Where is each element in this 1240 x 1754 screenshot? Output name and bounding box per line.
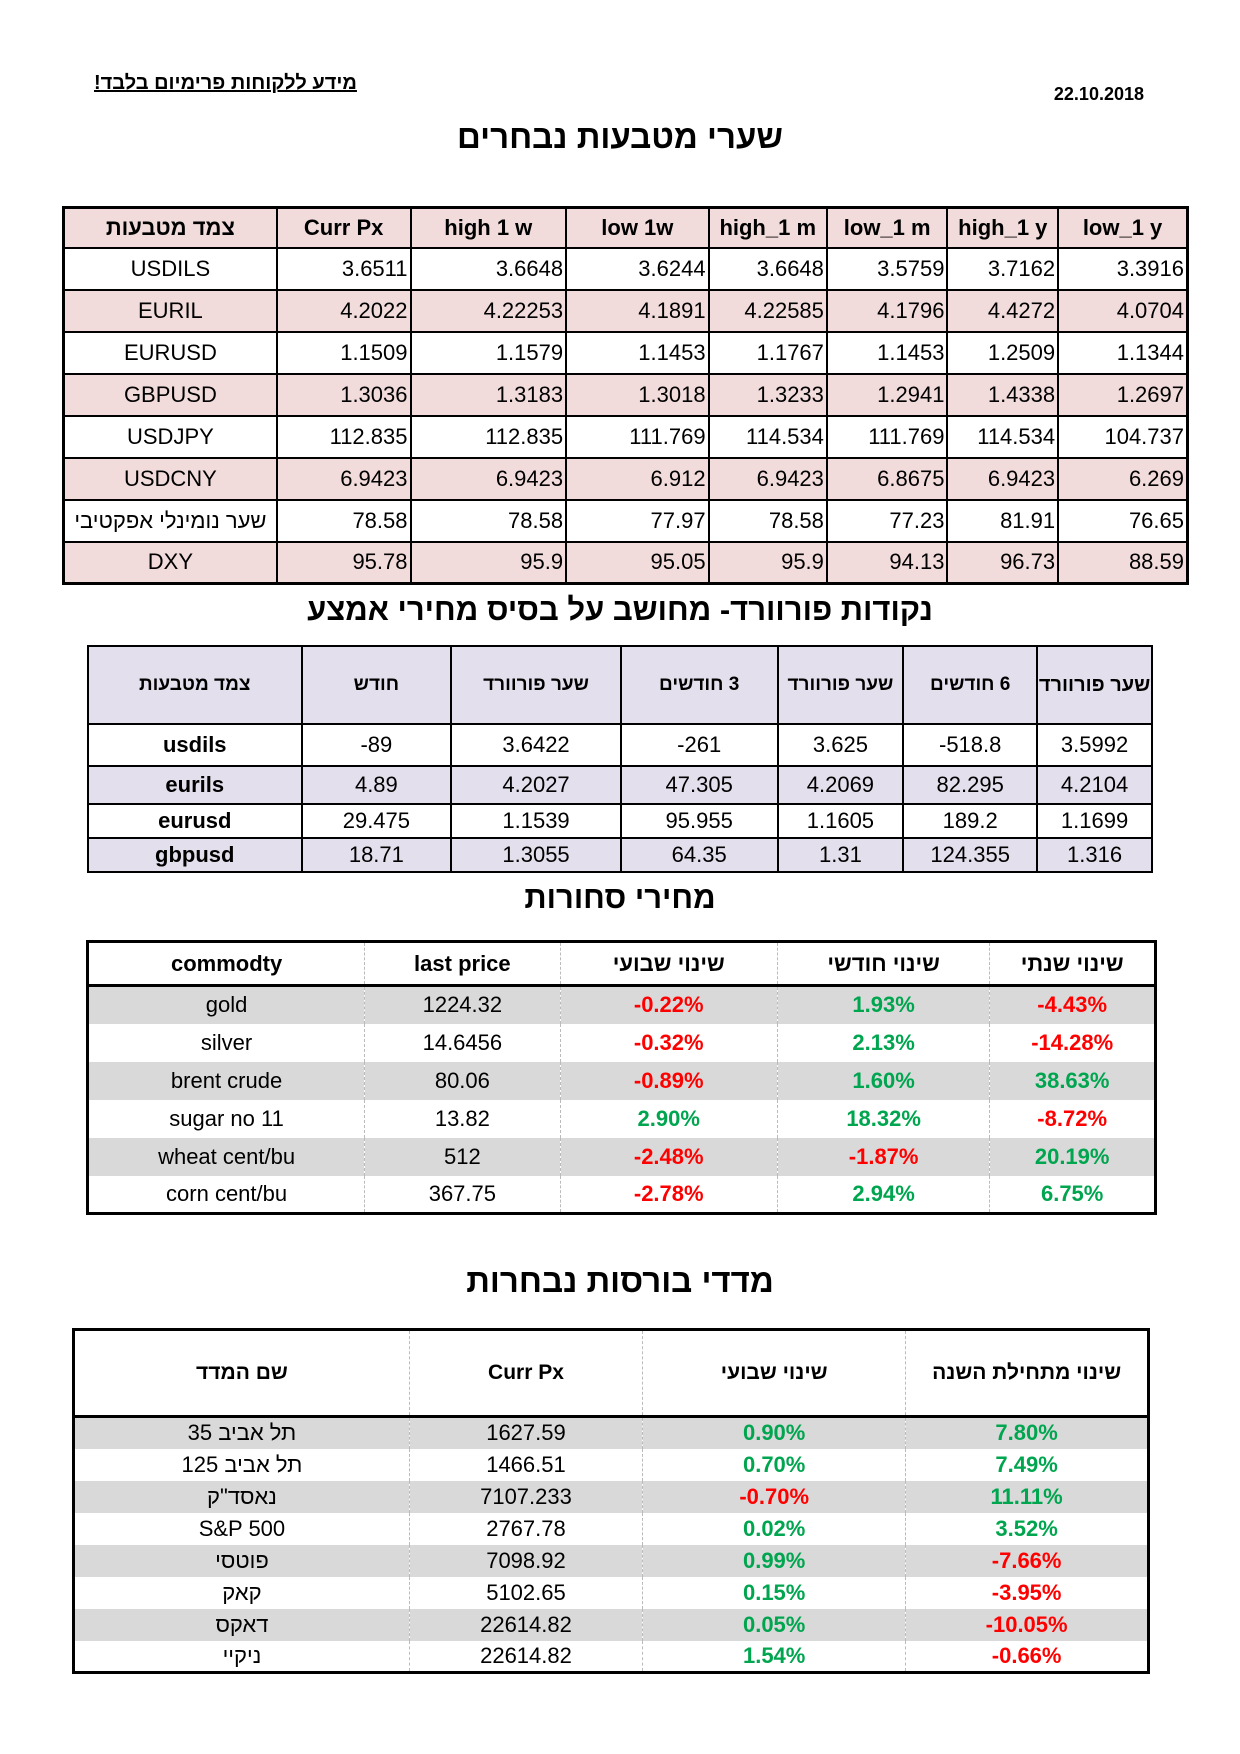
fx-row	[64, 248, 1188, 290]
fx-value: 4.4272	[947, 290, 1058, 332]
fwd-value: 4.89	[302, 766, 452, 804]
commodity-change: 2.90%	[560, 1100, 777, 1138]
forward-row	[88, 766, 1152, 804]
index-row	[74, 1609, 1149, 1641]
fx-value: 78.58	[709, 500, 827, 542]
fwd-value: 3.6422	[451, 724, 621, 766]
forward-row	[88, 804, 1152, 838]
fwd-value: 1.3055	[451, 838, 621, 872]
fwd-value: 82.295	[903, 766, 1037, 804]
fx-value: 6.9423	[411, 458, 567, 500]
forward-title: נקודות פורוורד- מחושב על בסיס מחירי אמצע	[307, 592, 933, 627]
com-col-name: commodty	[88, 942, 365, 986]
index-row	[74, 1577, 1149, 1609]
index-change: -3.95%	[906, 1577, 1149, 1609]
fwd-value: 64.35	[621, 838, 778, 872]
fwd-pair: usdils	[88, 724, 302, 766]
fx-row	[64, 374, 1188, 416]
index-name: תל אביב 35	[74, 1417, 410, 1449]
fx-value: 1.1579	[411, 332, 567, 374]
commodities-header-row	[88, 942, 1156, 986]
fx-col-pair: צמד מטבעות	[64, 208, 277, 248]
index-change: 0.70%	[643, 1449, 906, 1481]
fx-pair: GBPUSD	[64, 374, 277, 416]
fx-value: 1.2697	[1058, 374, 1187, 416]
index-change: 0.02%	[643, 1513, 906, 1545]
index-row	[74, 1481, 1149, 1513]
fx-value: 111.769	[566, 416, 708, 458]
com-col-monthly: שינוי חודשי	[777, 942, 989, 986]
fx-row	[64, 458, 1188, 500]
fwd-col-rate-1m: שער פורוורד	[451, 646, 621, 724]
index-change: 0.90%	[643, 1417, 906, 1449]
fwd-value: 1.1539	[451, 804, 621, 838]
fx-col-low-1w: low 1w	[566, 208, 708, 248]
index-change: -0.70%	[643, 1481, 906, 1513]
commodity-price: 367.75	[365, 1176, 560, 1214]
index-name: דאקס	[74, 1609, 410, 1641]
fwd-value: -261	[621, 724, 778, 766]
indices-title: מדדי בורסות נבחרות	[466, 1262, 774, 1299]
forward-row	[88, 724, 1152, 766]
commodity-row	[88, 1062, 1156, 1100]
fx-value: 4.1796	[827, 290, 948, 332]
fx-value: 76.65	[1058, 500, 1187, 542]
fx-value: 88.59	[1058, 542, 1187, 584]
fwd-value: 189.2	[903, 804, 1037, 838]
fwd-pair: gbpusd	[88, 838, 302, 872]
commodity-change: 20.19%	[990, 1138, 1156, 1176]
index-px: 1627.59	[409, 1417, 642, 1449]
index-name: נאסד"ק	[74, 1481, 410, 1513]
commodity-row	[88, 1024, 1156, 1062]
fx-value: 77.23	[827, 500, 948, 542]
fx-value: 114.534	[947, 416, 1058, 458]
index-change: 3.52%	[906, 1513, 1149, 1545]
index-change: 7.49%	[906, 1449, 1149, 1481]
fwd-value: 1.1605	[778, 804, 904, 838]
commodity-change: -0.32%	[560, 1024, 777, 1062]
indices-header-row	[74, 1330, 1149, 1417]
fx-value: 1.4338	[947, 374, 1058, 416]
fwd-pair: eurusd	[88, 804, 302, 838]
index-px: 2767.78	[409, 1513, 642, 1545]
fx-value: 6.9423	[277, 458, 411, 500]
fx-pair: DXY	[64, 542, 277, 584]
fx-value: 1.1344	[1058, 332, 1187, 374]
fx-value: 3.6244	[566, 248, 708, 290]
forward-table	[87, 645, 1153, 873]
commodity-change: -0.22%	[560, 986, 777, 1024]
commodity-change: -4.43%	[990, 986, 1156, 1024]
fx-value: 1.2509	[947, 332, 1058, 374]
fwd-value: 3.5992	[1037, 724, 1152, 766]
fwd-col-pair: צמד מטבעות	[88, 646, 302, 724]
fwd-value: -518.8	[903, 724, 1037, 766]
fwd-col-1m: חודש	[302, 646, 452, 724]
com-col-weekly: שינוי שבועי	[560, 942, 777, 986]
commodity-row	[88, 1100, 1156, 1138]
fx-row	[64, 332, 1188, 374]
commodity-name: brent crude	[88, 1062, 365, 1100]
fx-value: 6.8675	[827, 458, 948, 500]
forward-row	[88, 838, 1152, 872]
fx-col-curr-px: Curr Px	[277, 208, 411, 248]
commodity-price: 80.06	[365, 1062, 560, 1100]
fwd-value: 1.316	[1037, 838, 1152, 872]
index-change: 7.80%	[906, 1417, 1149, 1449]
commodity-change: -0.89%	[560, 1062, 777, 1100]
com-col-price: last price	[365, 942, 560, 986]
fx-pair: USDILS	[64, 248, 277, 290]
fx-value: 3.6648	[411, 248, 567, 290]
index-name: תל אביב 125	[74, 1449, 410, 1481]
fx-pair: USDJPY	[64, 416, 277, 458]
index-name: S&P 500	[74, 1513, 410, 1545]
fx-value: 1.1767	[709, 332, 827, 374]
fx-value: 1.1453	[566, 332, 708, 374]
fx-value: 4.2022	[277, 290, 411, 332]
fwd-value: 4.2069	[778, 766, 904, 804]
fx-value: 1.2941	[827, 374, 948, 416]
fwd-col-6m: 6 חודשים	[903, 646, 1037, 724]
report-date: 22.10.2018	[1053, 84, 1144, 104]
fx-value: 3.6511	[277, 248, 411, 290]
commodity-change: 1.60%	[777, 1062, 989, 1100]
index-px: 22614.82	[409, 1609, 642, 1641]
fx-value: 3.7162	[947, 248, 1058, 290]
index-name: פוטסי	[74, 1545, 410, 1577]
fwd-col-rate-6m: שער פורוורד	[1037, 646, 1152, 724]
fx-col-low-1y: low_1 y	[1058, 208, 1187, 248]
fx-value: 6.9423	[947, 458, 1058, 500]
fx-row	[64, 416, 1188, 458]
fx-value: 111.769	[827, 416, 948, 458]
fwd-value: 18.71	[302, 838, 452, 872]
index-change: -10.05%	[906, 1609, 1149, 1641]
commodity-change: 2.94%	[777, 1176, 989, 1214]
indices-table	[72, 1328, 1150, 1674]
fx-pair: שער נומינלי אפקטיבי	[64, 500, 277, 542]
fx-col-high-1y: high_1 y	[947, 208, 1058, 248]
fx-value: 3.5759	[827, 248, 948, 290]
forward-header-row	[88, 646, 1152, 724]
commodity-row	[88, 986, 1156, 1024]
fwd-value: -89	[302, 724, 452, 766]
fx-col-low-1m: low_1 m	[827, 208, 948, 248]
fx-row	[64, 542, 1188, 584]
fx-value: 1.3036	[277, 374, 411, 416]
commodity-change: -14.28%	[990, 1024, 1156, 1062]
fx-value: 114.534	[709, 416, 827, 458]
fwd-value: 124.355	[903, 838, 1037, 872]
index-change: -7.66%	[906, 1545, 1149, 1577]
commodity-change: 18.32%	[777, 1100, 989, 1138]
fx-value: 1.1453	[827, 332, 948, 374]
fx-title: שערי מטבעות נבחרים	[457, 118, 783, 155]
fx-value: 95.05	[566, 542, 708, 584]
commodity-name: sugar no 11	[88, 1100, 365, 1138]
fwd-col-3m: 3 חודשים	[621, 646, 778, 724]
fx-value: 4.22585	[709, 290, 827, 332]
fx-table	[62, 206, 1189, 585]
fx-value: 81.91	[947, 500, 1058, 542]
fx-value: 3.3916	[1058, 248, 1187, 290]
fwd-value: 95.955	[621, 804, 778, 838]
fx-value: 112.835	[411, 416, 567, 458]
index-change: 1.54%	[643, 1641, 906, 1673]
fx-value: 6.9423	[709, 458, 827, 500]
fx-value: 77.97	[566, 500, 708, 542]
commodity-change: -2.78%	[560, 1176, 777, 1214]
fx-col-high-1m: high_1 m	[709, 208, 827, 248]
index-row	[74, 1513, 1149, 1545]
index-row	[74, 1545, 1149, 1577]
fx-pair: EURUSD	[64, 332, 277, 374]
index-px: 22614.82	[409, 1641, 642, 1673]
fx-value: 4.1891	[566, 290, 708, 332]
idx-col-weekly: שינוי שבועי	[643, 1330, 906, 1417]
index-change: 0.05%	[643, 1609, 906, 1641]
commodity-change: 1.93%	[777, 986, 989, 1024]
index-row	[74, 1641, 1149, 1673]
commodity-change: -2.48%	[560, 1138, 777, 1176]
commodities-title: מחירי סחורות	[524, 880, 716, 915]
index-change: 11.11%	[906, 1481, 1149, 1513]
fwd-value: 1.1699	[1037, 804, 1152, 838]
fx-value: 4.22253	[411, 290, 567, 332]
idx-col-px: Curr Px	[409, 1330, 642, 1417]
fx-value: 4.0704	[1058, 290, 1187, 332]
fx-value: 6.269	[1058, 458, 1187, 500]
index-name: קאק	[74, 1577, 410, 1609]
idx-col-name: שם המדד	[74, 1330, 410, 1417]
fwd-pair: eurils	[88, 766, 302, 804]
commodity-change: 6.75%	[990, 1176, 1156, 1214]
commodity-change: -8.72%	[990, 1100, 1156, 1138]
index-px: 5102.65	[409, 1577, 642, 1609]
fx-value: 95.9	[411, 542, 567, 584]
index-px: 1466.51	[409, 1449, 642, 1481]
fx-header-row	[64, 208, 1188, 248]
commodity-price: 13.82	[365, 1100, 560, 1138]
commodity-name: wheat cent/bu	[88, 1138, 365, 1176]
commodity-price: 14.6456	[365, 1024, 560, 1062]
commodity-row	[88, 1176, 1156, 1214]
fx-pair: USDCNY	[64, 458, 277, 500]
fwd-value: 4.2104	[1037, 766, 1152, 804]
commodities-table	[86, 940, 1157, 1215]
fx-value: 1.3018	[566, 374, 708, 416]
commodity-change: -1.87%	[777, 1138, 989, 1176]
index-change: 0.15%	[643, 1577, 906, 1609]
fx-value: 78.58	[411, 500, 567, 542]
index-change: -0.66%	[906, 1641, 1149, 1673]
fx-pair: EURIL	[64, 290, 277, 332]
fx-value: 96.73	[947, 542, 1058, 584]
commodity-name: gold	[88, 986, 365, 1024]
index-row	[74, 1417, 1149, 1449]
fwd-value: 47.305	[621, 766, 778, 804]
fx-value: 95.78	[277, 542, 411, 584]
fx-value: 78.58	[277, 500, 411, 542]
fwd-value: 3.625	[778, 724, 904, 766]
fx-value: 112.835	[277, 416, 411, 458]
fx-value: 1.1509	[277, 332, 411, 374]
index-row	[74, 1449, 1149, 1481]
fx-row	[64, 290, 1188, 332]
com-col-yearly: שינוי שנתי	[990, 942, 1156, 986]
fwd-value: 29.475	[302, 804, 452, 838]
fx-value: 104.737	[1058, 416, 1187, 458]
fx-col-high-1w: high 1 w	[411, 208, 567, 248]
commodity-price: 512	[365, 1138, 560, 1176]
commodity-change: 38.63%	[990, 1062, 1156, 1100]
fx-value: 1.3183	[411, 374, 567, 416]
index-name: ניקיי	[74, 1641, 410, 1673]
idx-col-ytd: שינוי מתחילת השנה	[906, 1330, 1149, 1417]
commodity-name: silver	[88, 1024, 365, 1062]
index-change: 0.99%	[643, 1545, 906, 1577]
fx-value: 3.6648	[709, 248, 827, 290]
premium-note: מידע ללקוחות פרימיום בלבד!	[94, 72, 357, 94]
commodity-name: corn cent/bu	[88, 1176, 365, 1214]
index-px: 7107.233	[409, 1481, 642, 1513]
fwd-col-rate-3m: שער פורוורד	[778, 646, 904, 724]
commodity-price: 1224.32	[365, 986, 560, 1024]
fx-value: 95.9	[709, 542, 827, 584]
fwd-value: 1.31	[778, 838, 904, 872]
fx-value: 1.3233	[709, 374, 827, 416]
commodity-change: 2.13%	[777, 1024, 989, 1062]
fx-row	[64, 500, 1188, 542]
fwd-value: 4.2027	[451, 766, 621, 804]
fx-value: 94.13	[827, 542, 948, 584]
fx-value: 6.912	[566, 458, 708, 500]
commodity-row	[88, 1138, 1156, 1176]
index-px: 7098.92	[409, 1545, 642, 1577]
